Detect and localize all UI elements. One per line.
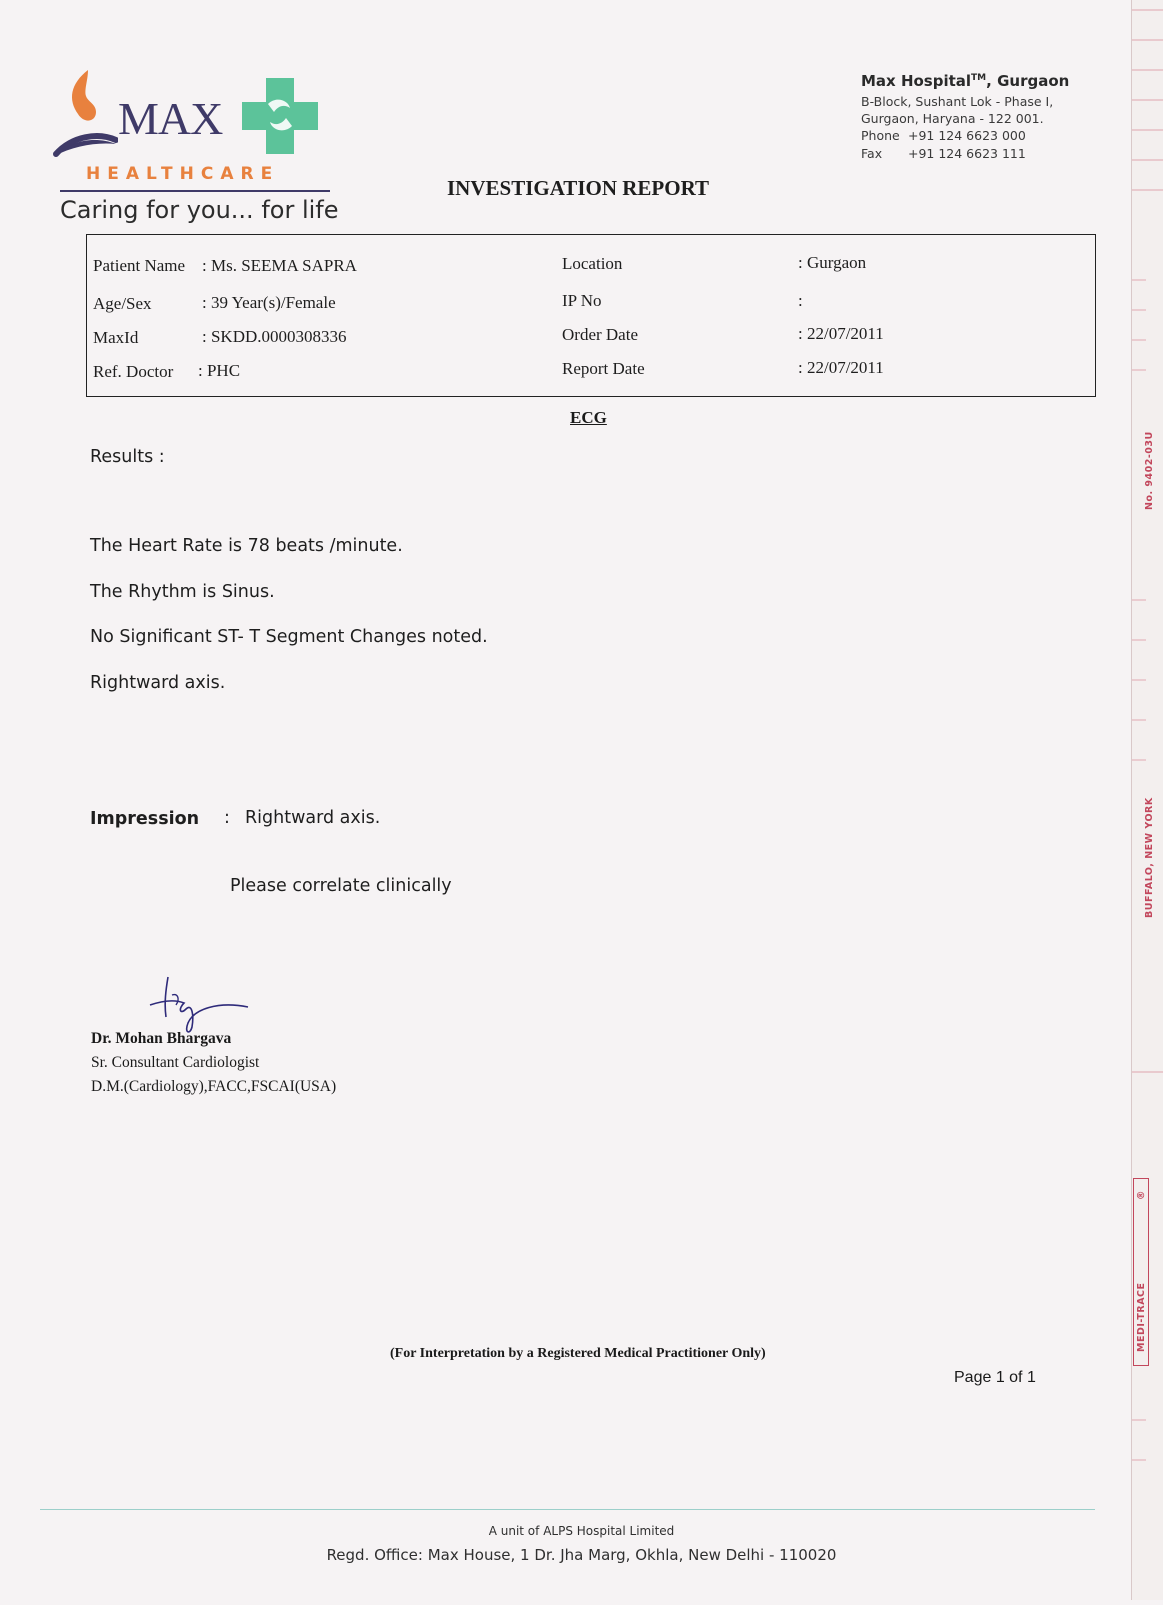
- maxid-label: MaxId: [93, 328, 139, 347]
- report-date-value: : 22/07/2011: [798, 358, 884, 377]
- order-date-label: Order Date: [562, 325, 638, 344]
- fax-label: Fax: [861, 146, 883, 161]
- signatory-title: Sr. Consultant Cardiologist: [91, 1054, 260, 1071]
- hospital-name: [861, 72, 1069, 90]
- footer-office-address: Regd. Office: Max House, 1 Dr. Jha Marg, Okhla, New Delhi - 110020: [326, 1546, 837, 1564]
- page-number: Page 1 of 1: [954, 1369, 1036, 1386]
- hospital-phone: [861, 128, 1026, 143]
- footer-unit: A unit of ALPS Hospital Limited: [488, 1524, 675, 1538]
- age-sex-label: Age/Sex: [93, 294, 152, 313]
- hospital-name-text: Max Hospital: [861, 72, 972, 90]
- signatory-qualifications: D.M.(Cardiology),FACC,FSCAI(USA): [91, 1078, 337, 1095]
- doctor-signature: [148, 975, 256, 1037]
- report-date-label: Report Date: [562, 359, 645, 378]
- address-line-1: B-Block, Sushant Lok - Phase I,: [861, 94, 1054, 109]
- registered-mark: ®: [1136, 1190, 1147, 1200]
- strip-place: BUFFALO, NEW YORK: [1144, 797, 1155, 918]
- order-date-value: : 22/07/2011: [798, 324, 884, 343]
- maxid-value: : SKDD.0000308336: [202, 327, 347, 346]
- fax-value: +91 124 6623 111: [908, 146, 1026, 161]
- phone-label: Phone: [861, 128, 900, 143]
- section-heading-ecg: ECG: [570, 408, 607, 427]
- strip-brand: MEDI-TRACE: [1136, 1282, 1147, 1352]
- location-label: Location: [562, 254, 623, 273]
- result-line-st-t: No Significant ST- T Segment Changes noted.: [90, 627, 488, 647]
- patient-name-value: : Ms. SEEMA SAPRA: [202, 256, 357, 275]
- impression-value: Rightward axis.: [245, 808, 381, 828]
- logo-wordmark: MAX: [118, 93, 223, 144]
- impression-label: Impression: [90, 809, 200, 829]
- logo-tagline: Caring for you... for life: [60, 196, 339, 224]
- footer-divider: [40, 1509, 1095, 1510]
- max-flame-icon: [52, 66, 118, 158]
- phone-value: +91 124 6623 000: [908, 128, 1026, 143]
- location-value: : Gurgaon: [798, 253, 867, 272]
- disclaimer: (For Interpretation by a Registered Medical Practitioner Only): [390, 1346, 766, 1361]
- hospital-city: , Gurgaon: [986, 72, 1070, 90]
- logo-subbrand: HEALTHCARE: [86, 164, 280, 184]
- strip-catalog-number: No. 9402-03U: [1144, 431, 1155, 510]
- signatory-name: Dr. Mohan Bhargava: [91, 1030, 232, 1047]
- patient-name-label: Patient Name: [93, 256, 186, 275]
- result-line-axis: Rightward axis.: [90, 673, 226, 693]
- report-title: INVESTIGATION REPORT: [447, 176, 710, 200]
- ip-no-value: :: [798, 291, 803, 310]
- trademark-mark: TM: [971, 73, 987, 83]
- result-line-rhythm: The Rhythm is Sinus.: [90, 582, 275, 602]
- address-line-2: Gurgaon, Haryana - 122 001.: [861, 111, 1044, 126]
- impression-separator: :: [224, 808, 230, 828]
- ip-no-label: IP No: [562, 291, 602, 310]
- logo-divider: [60, 190, 330, 192]
- medical-cross-icon: [238, 74, 322, 158]
- age-sex-value: : 39 Year(s)/Female: [202, 293, 336, 312]
- clinical-note: Please correlate clinically: [230, 876, 452, 896]
- hospital-fax: [861, 146, 1026, 161]
- results-label: Results :: [90, 447, 165, 467]
- ref-doctor-label: Ref. Doctor: [93, 362, 174, 381]
- ref-doctor-value: : PHC: [198, 361, 241, 380]
- result-line-heart-rate: The Heart Rate is 78 beats /minute.: [90, 536, 403, 556]
